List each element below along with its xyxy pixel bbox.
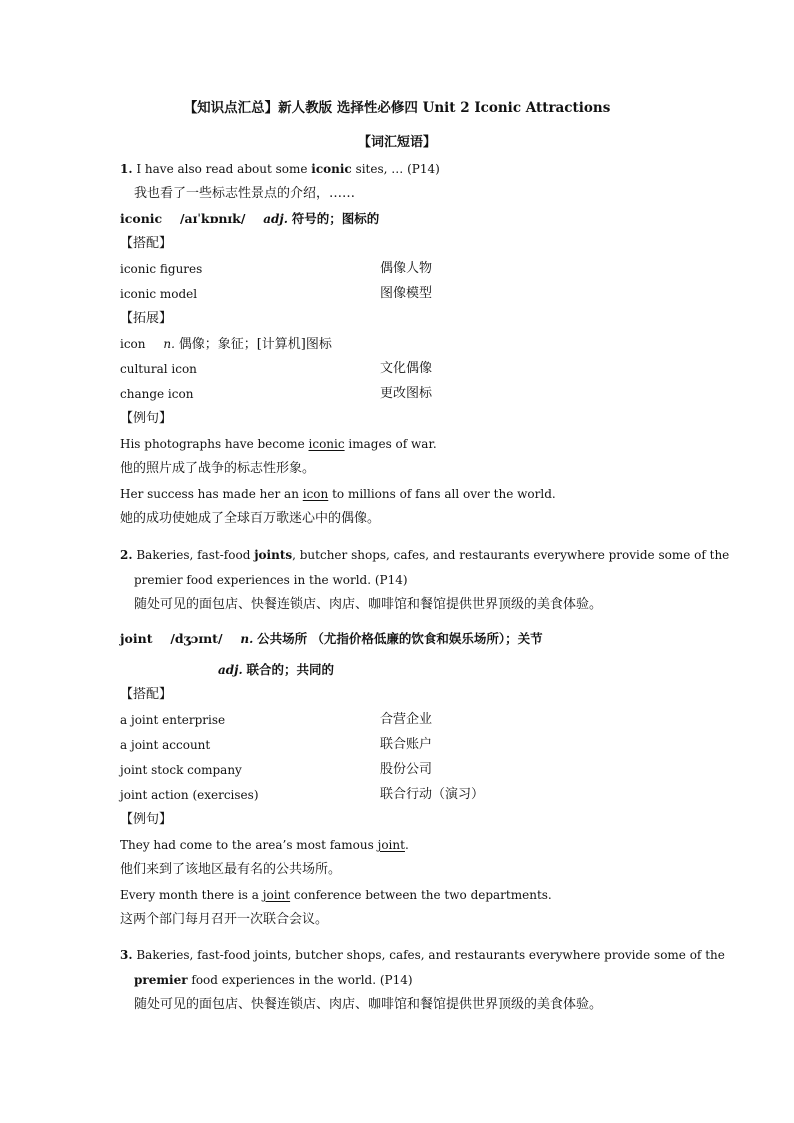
definition: 联合的；共同的 — [246, 662, 335, 677]
extension-en: change icon — [120, 387, 194, 401]
item-2-sentence-cont: premier food experiences in the world. (P14) — [134, 573, 408, 587]
collocation-en: joint stock company — [120, 763, 242, 777]
collocation-cn: 联合行动（演习） — [380, 787, 485, 802]
item-1-sentence — [120, 161, 440, 177]
sentence-text: , butcher shops, cafes, and restaurants everywhere provide some of the — [292, 548, 730, 562]
example-text: Her success has made her an — [120, 487, 303, 501]
headword: joint — [120, 631, 153, 646]
example-keyword: icon — [302, 487, 329, 501]
example-keyword: joint — [377, 838, 405, 852]
collocation-cn: 偶像人物 — [380, 261, 433, 276]
section-heading: 【词汇短语】 — [357, 135, 436, 150]
sentence-text: food experiences in the world. (P14) — [187, 973, 413, 987]
keyword: joints — [254, 548, 293, 562]
part-of-speech: adj. — [263, 212, 288, 226]
item-3-sentence-cont — [134, 972, 413, 988]
example-en — [120, 837, 409, 853]
example-text: images of war. — [344, 437, 437, 451]
item-number: 2. — [120, 548, 133, 562]
extension-row — [120, 386, 433, 402]
example-text: Every month there is a — [120, 888, 263, 902]
example-en — [120, 887, 552, 903]
part-of-speech: adj. — [218, 663, 243, 677]
phonetic: /dʒɔɪnt/ — [170, 631, 223, 646]
example-text: . — [404, 838, 409, 852]
keyword: premier — [134, 973, 188, 987]
collocation-cn: 股份公司 — [380, 762, 433, 777]
sentence-text: Bakeries, fast-food — [136, 548, 255, 562]
item-number: 1. — [120, 162, 133, 176]
collocation-cn: 联合账户 — [380, 737, 433, 752]
example-cn: 她的成功使她成了全球百万歌迷心中的偶像。 — [120, 511, 381, 526]
example-en — [120, 436, 437, 452]
example-cn: 他的照片成了战争的标志性形象。 — [120, 461, 316, 476]
item-1-translation: 我也看了一些标志性景点的介绍，…… — [134, 186, 356, 201]
keyword: iconic — [311, 162, 352, 176]
collocation-label: 【搭配】 — [120, 236, 173, 251]
example-text: His photographs have become — [120, 437, 309, 451]
example-text: They had come to the area’s most famous — [120, 838, 378, 852]
collocation-cn: 合营企业 — [380, 712, 433, 727]
item-2-headword — [120, 631, 543, 647]
ext-pos: n. — [163, 337, 175, 351]
extension-row — [120, 361, 433, 377]
definition: 符号的；图标的 — [291, 211, 380, 226]
collocation-row — [120, 261, 433, 277]
example-keyword: iconic — [308, 437, 345, 451]
collocation-en: a joint account — [120, 738, 211, 752]
item-2-sentence — [120, 547, 729, 563]
example-keyword: joint — [262, 888, 291, 902]
ext-meaning: 偶像；象征；[计算机]图标 — [178, 337, 332, 352]
ext-word: icon — [120, 337, 146, 351]
collocation-row — [120, 787, 485, 803]
headword: iconic — [120, 211, 163, 226]
sentence-text: Bakeries, fast-food joints, butcher shops, cafes, and restaurants everywhere provide some of the — [136, 948, 725, 962]
collocation-en: joint action (exercises) — [120, 788, 259, 802]
collocation-row — [120, 737, 433, 753]
example-text: to millions of fans all over the world. — [328, 487, 556, 501]
extension-en: cultural icon — [120, 362, 197, 376]
part-of-speech: n. — [240, 632, 254, 646]
example-text: conference between the two departments. — [290, 888, 552, 902]
extension-cn: 文化偶像 — [380, 361, 433, 376]
collocation-cn: 图像模型 — [380, 286, 433, 301]
item-1-headword — [120, 211, 379, 227]
example-label: 【例句】 — [120, 411, 173, 426]
collocation-row — [120, 712, 433, 728]
collocation-row — [120, 286, 433, 302]
item-number: 3. — [120, 948, 133, 962]
collocation-en: iconic model — [120, 287, 198, 301]
collocation-label: 【搭配】 — [120, 687, 173, 702]
document-title: 【知识点汇总】新人教版 选择性必修四 Unit 2 Iconic Attractions — [183, 100, 611, 116]
example-cn: 这两个部门每月召开一次联合会议。 — [120, 912, 329, 927]
item-2-headword-adj — [218, 662, 334, 678]
sentence-text: I have also read about some — [136, 162, 312, 176]
extension-label: 【拓展】 — [120, 311, 173, 326]
example-label: 【例句】 — [120, 812, 173, 827]
collocation-en: iconic figures — [120, 262, 203, 276]
extension-headword — [120, 336, 332, 353]
collocation-row — [120, 762, 433, 778]
item-2-translation: 随处可见的面包店、快餐连锁店、肉店、咖啡馆和餐馆提供世界顶级的美食体验。 — [134, 597, 603, 612]
example-cn: 他们来到了该地区最有名的公共场所。 — [120, 862, 342, 877]
item-3-translation: 随处可见的面包店、快餐连锁店、肉店、咖啡馆和餐馆提供世界顶级的美食体验。 — [134, 997, 603, 1012]
definition: 公共场所 （尤指价格低廉的饮食和娱乐场所）；关节 — [257, 631, 543, 646]
item-3-sentence — [120, 947, 725, 963]
extension-cn: 更改图标 — [380, 386, 433, 401]
collocation-en: a joint enterprise — [120, 713, 226, 727]
phonetic: /aɪˈkɒnɪk/ — [179, 211, 246, 226]
example-en — [120, 486, 556, 502]
sentence-text: sites, … (P14) — [351, 162, 440, 176]
